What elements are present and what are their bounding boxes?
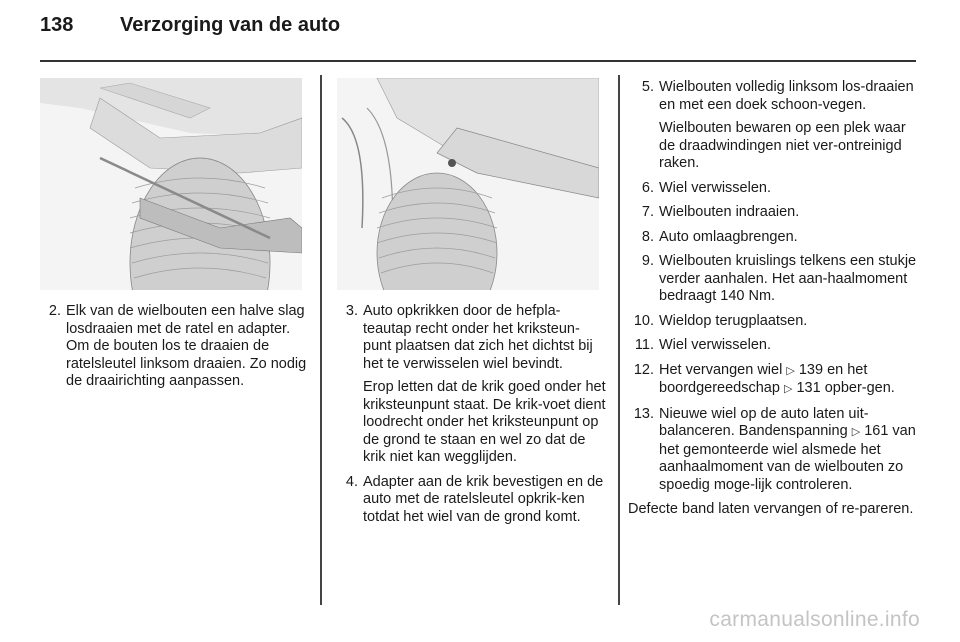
watermark: carmanualsonline.info [709, 608, 920, 631]
step-text-part: Nieuwe wiel op de auto laten uit-balanceren. Bandenspanning [659, 405, 869, 439]
column-3 [628, 79, 918, 519]
step-note: Erop letten dat de krik goed onder het kriksteunpunt staat. De krik-voet dient loodrecht onder het kriksteunpunt op de grond te staan en wel zo dat de krik niet kan wegglijden. [363, 379, 606, 465]
step-6 [628, 180, 918, 198]
step-3 [337, 303, 607, 467]
column-2 [337, 303, 607, 533]
step-text: Auto opkrikken door de hefpla-teautap recht onder het kriksteun-punt plaatsen dat zich het dichtst bij het te verwisselen wiel bevindt. [363, 303, 593, 372]
step-text: Wiel verwisselen. [659, 179, 771, 196]
column-divider-2 [618, 75, 620, 605]
step-text: Wieldop terugplaatsen. [659, 312, 808, 329]
step-text: Wielbouten volledig linksom los-draaien en met een doek schoon-vegen. [659, 79, 914, 113]
header-rule [40, 60, 916, 62]
step-11 [628, 337, 918, 355]
step-10 [628, 313, 918, 331]
step-2 [40, 303, 308, 391]
step-text: Auto omlaagbrengen. [659, 228, 798, 245]
step-13 [628, 406, 918, 495]
step-text: Wiel verwisselen. [659, 337, 771, 353]
step-text: Wielbouten kruislings telkens een stukje verder aanhalen. Het aan-haalmoment bedraagt 140 Nm. [659, 253, 917, 304]
page-reference-link[interactable]: 139 [798, 361, 824, 378]
page-reference-triangle-icon: ▷ [851, 426, 861, 438]
illustration-jack-point [337, 78, 599, 290]
illustration-ratchet-wheel [40, 78, 302, 290]
step-number: 4. [345, 473, 358, 490]
step-text-part: en het boordgereedschap [659, 361, 868, 396]
step-8 [628, 229, 918, 247]
step-text [659, 406, 918, 495]
step-number: 12. [633, 361, 654, 378]
step-5 [628, 79, 918, 173]
step-12 [628, 362, 918, 399]
page-reference-link[interactable]: 131 [796, 380, 821, 396]
step-number: 3. [345, 303, 358, 319]
step-7 [628, 204, 918, 222]
step-number: 7. [641, 204, 654, 220]
step-4 [337, 474, 607, 527]
page-reference-triangle-icon: ▷ [783, 383, 793, 395]
step-text: Wielbouten indraaien. [659, 204, 800, 220]
step-number: 10. [633, 312, 654, 329]
page-number: 138 [40, 14, 74, 36]
step-9 [628, 253, 918, 306]
step-number: 13. [633, 405, 654, 422]
column-1 [40, 303, 308, 398]
step-text-part: opber-gen. [820, 380, 895, 396]
page-reference-triangle-icon: ▷ [786, 364, 795, 377]
page-reference-link[interactable]: 161 [864, 423, 889, 439]
ratchet-wheel-drawing [40, 78, 302, 290]
step-note: Wielbouten bewaren op een plek waar de draadwindingen niet ver-ontreinigd raken. [659, 120, 906, 171]
closing-note: Defecte band laten vervangen of re-pareren. [628, 501, 914, 517]
step-text: Elk van de wielbouten een halve slag losdraaien met de ratel en adapter. Om de bouten los te draaien de ratelsleutel linksom draaien. Zo nodig de draairichting aanpassen. [66, 303, 307, 389]
step-number: 8. [641, 228, 654, 245]
step-text: Adapter aan de krik bevestigen en de auto met de ratelsleutel opkrik-ken totdat het wiel van de grond komt. [363, 473, 604, 525]
step-text-part: van het gemonteerde wiel alsmede het aanhaalmoment van de wielbouten zo spoedig moge-lijk controleren. [659, 423, 916, 493]
step-number: 9. [641, 253, 654, 269]
step-text [659, 362, 918, 399]
step-number: 2. [48, 303, 61, 319]
step-number: 5. [641, 79, 654, 95]
step-number: 11. [634, 337, 654, 353]
step-text-part: Het vervangen wiel [659, 361, 787, 378]
jack-point-drawing [337, 78, 599, 290]
step-number: 6. [641, 179, 654, 196]
page-title: Verzorging van de auto [120, 14, 341, 36]
column-divider-1 [320, 75, 322, 605]
